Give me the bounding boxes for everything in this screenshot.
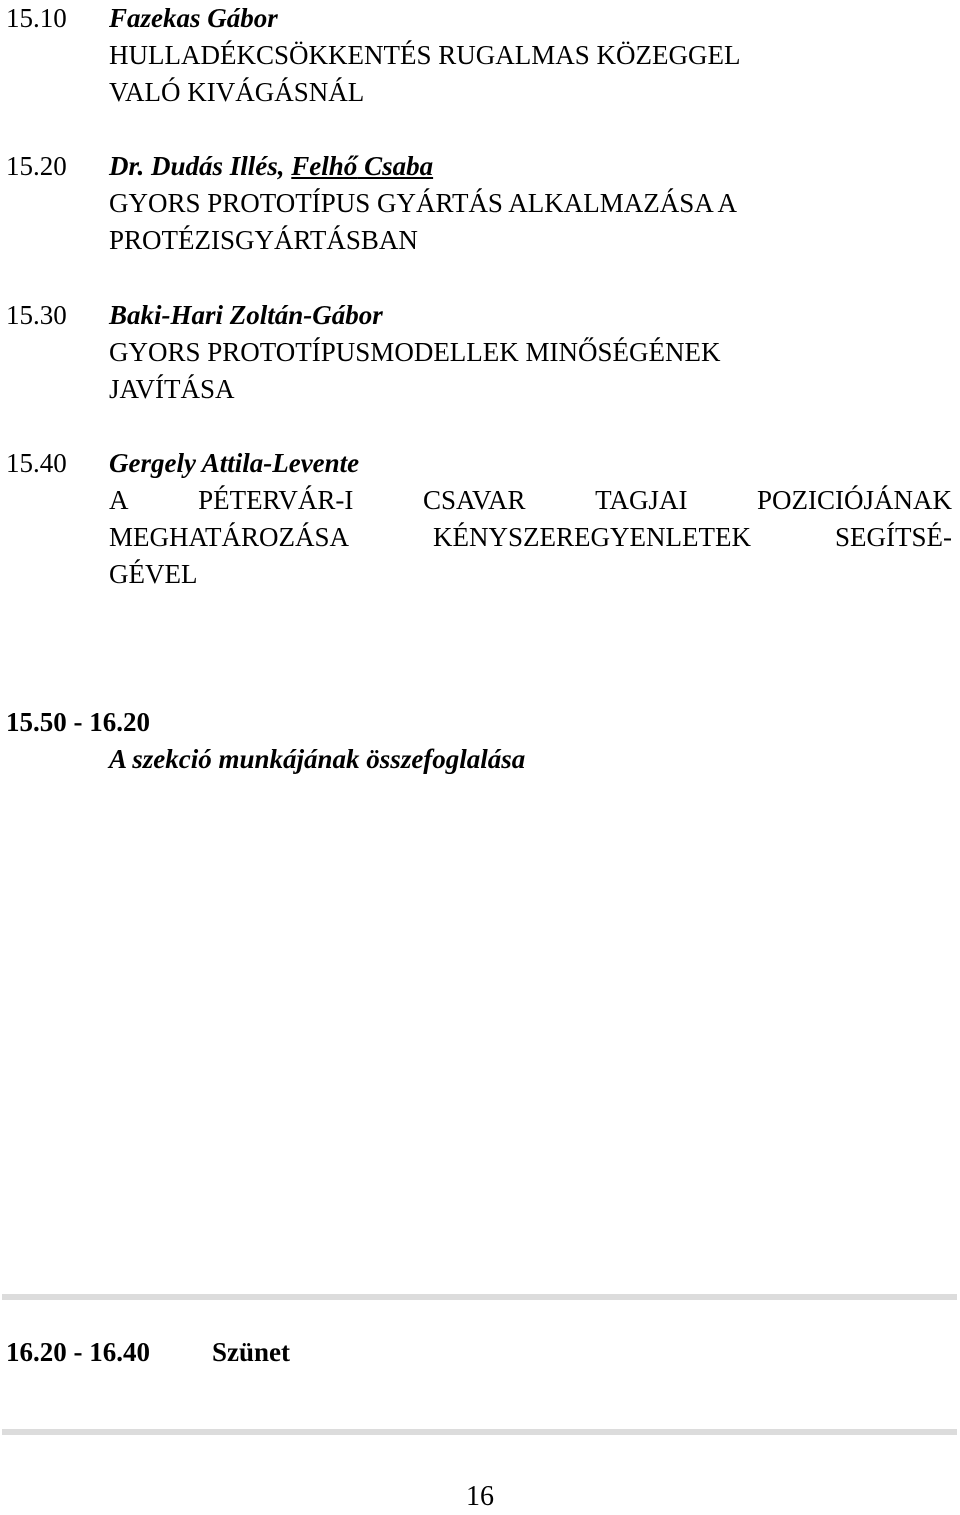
entry-title-line: GYORS PROTOTÍPUSMODELLEK MINŐSÉGÉNEK — [109, 337, 721, 367]
entry-title-line — [109, 482, 952, 519]
break-row — [6, 1334, 290, 1371]
entry-title-line: GÉVEL — [109, 559, 198, 589]
title-word: TAGJAI — [595, 485, 688, 515]
entry-time: 15.20 — [6, 151, 67, 181]
entry-content — [109, 445, 952, 593]
summary-time: 15.50 - 16.20 — [6, 707, 150, 737]
entry-content — [109, 0, 952, 111]
page-number: 16 — [466, 1481, 494, 1512]
entry-time: 15.10 — [6, 3, 67, 33]
title-word: A — [109, 485, 129, 515]
entry-title-line: VALÓ KIVÁGÁSNÁL — [109, 77, 365, 107]
author-name-part: Csaba — [357, 151, 434, 181]
entry-content — [109, 148, 952, 259]
break-label: Szünet — [212, 1337, 291, 1367]
title-word: SEGÍTSÉ- — [835, 522, 952, 552]
entry-author: Baki-Hari Zoltán-Gábor — [109, 300, 383, 330]
entry-title-line — [109, 519, 952, 556]
break-time: 16.20 - 16.40 — [6, 1337, 150, 1367]
author-name-underlined: Felhő — [291, 151, 358, 181]
entry-title-line: HULLADÉKCSÖKKENTÉS RUGALMAS KÖZEGGEL — [109, 40, 741, 70]
entry-time: 15.40 — [6, 448, 67, 478]
entry-author — [109, 148, 952, 185]
title-word: PÉTERVÁR-I — [198, 485, 354, 515]
title-word: CSAVAR — [422, 485, 526, 515]
summary-text: A szekció munkájának összefoglalása — [109, 744, 526, 774]
author-name-part: Dr. Dudás Illés, — [109, 151, 292, 181]
entry-title-line: GYORS PROTOTÍPUS GYÁRTÁS ALKALMAZÁSA A — [109, 188, 737, 218]
entry-time: 15.30 — [6, 300, 67, 330]
entry-author: Fazekas Gábor — [109, 3, 278, 33]
title-word: POZICIÓJÁNAK — [757, 485, 952, 515]
entry-title-line: JAVÍTÁSA — [109, 374, 235, 404]
entry-content — [109, 297, 952, 408]
title-word: MEGHATÁROZÁSA — [109, 522, 350, 552]
entry-title-line: PROTÉZISGYÁRTÁSBAN — [109, 225, 418, 255]
title-word: KÉNYSZEREGYENLETEK — [433, 522, 751, 552]
divider-top — [2, 1294, 957, 1300]
entry-author: Gergely Attila-Levente — [109, 448, 360, 478]
divider-bottom — [2, 1429, 957, 1435]
